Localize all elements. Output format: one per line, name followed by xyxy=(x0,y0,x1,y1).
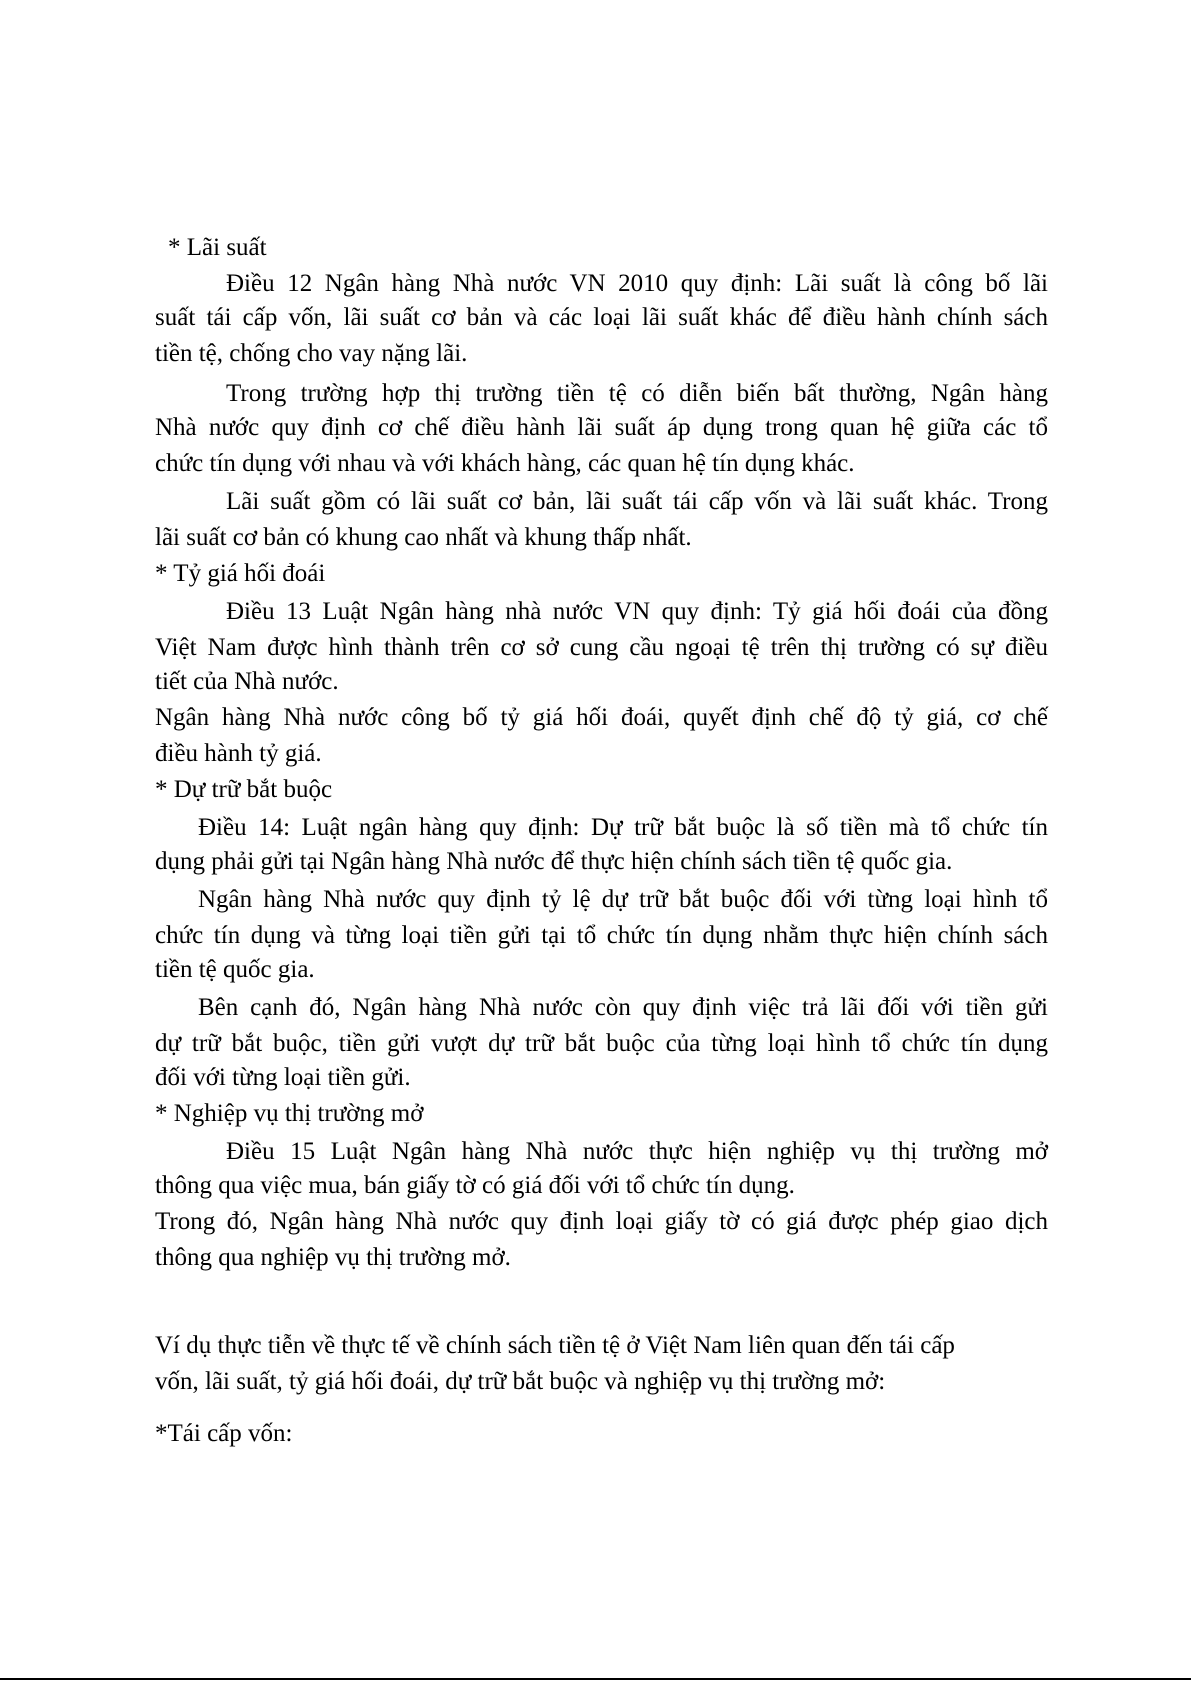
heading-nghiep-vu-thi-truong-mo: * Nghiệp vụ thị trường mở xyxy=(155,1100,424,1127)
paragraph-line: đối với từng loại tiền gửi. xyxy=(155,1064,411,1091)
paragraph-line: Trong đó, Ngân hàng Nhà nước quy định loại giấy tờ có giá được phép giao dịch xyxy=(155,1208,1048,1235)
paragraph-line: Trong trường hợp thị trường tiền tệ có diễn biến bất thường, Ngân hàng xyxy=(226,380,1048,407)
paragraph-line: chức tín dụng với nhau và với khách hàng, các quan hệ tín dụng khác. xyxy=(155,450,855,477)
paragraph-line: Ngân hàng Nhà nước công bố tỷ giá hối đoái, quyết định chế độ tỷ giá, cơ chế xyxy=(155,704,1048,731)
paragraph-line: Bên cạnh đó, Ngân hàng Nhà nước còn quy định việc trả lãi đối với tiền gửi xyxy=(198,994,1048,1021)
paragraph-line: lãi suất cơ bản có khung cao nhất và khung thấp nhất. xyxy=(155,524,692,551)
paragraph-line: thông qua nghiệp vụ thị trường mở. xyxy=(155,1244,511,1271)
paragraph-line: tiết của Nhà nước. xyxy=(155,668,339,695)
paragraph-line: Điều 12 Ngân hàng Nhà nước VN 2010 quy định: Lãi suất là công bố lãi xyxy=(226,270,1048,297)
paragraph-line: tiền tệ, chống cho vay nặng lãi. xyxy=(155,340,468,367)
paragraph-line: điều hành tỷ giá. xyxy=(155,740,322,767)
paragraph-line: chức tín dụng và từng loại tiền gửi tại tổ chức tín dụng nhằm thực hiện chính sách xyxy=(155,922,1048,949)
paragraph-line: dự trữ bắt buộc, tiền gửi vượt dự trữ bắt buộc của từng loại hình tổ chức tín dụng xyxy=(155,1030,1048,1057)
bottom-border-line xyxy=(0,1678,1191,1680)
heading-tai-cap-von: *Tái cấp vốn: xyxy=(155,1420,293,1447)
paragraph-line: dụng phải gửi tại Ngân hàng Nhà nước để thực hiện chính sách tiền tệ quốc gia. xyxy=(155,848,953,875)
paragraph-line: suất tái cấp vốn, lãi suất cơ bản và các loại lãi suất khác để điều hành chính sách xyxy=(155,304,1048,331)
paragraph-line: vốn, lãi suất, tỷ giá hối đoái, dự trữ bắt buộc và nghiệp vụ thị trường mở: xyxy=(155,1368,886,1395)
paragraph-line: Nhà nước quy định cơ chế điều hành lãi suất áp dụng trong quan hệ giữa các tổ xyxy=(155,414,1048,441)
paragraph-line: thông qua việc mua, bán giấy tờ có giá đối với tổ chức tín dụng. xyxy=(155,1172,795,1199)
paragraph-line: tiền tệ quốc gia. xyxy=(155,956,315,983)
paragraph-line: Điều 15 Luật Ngân hàng Nhà nước thực hiện nghiệp vụ thị trường mở xyxy=(226,1138,1048,1165)
heading-lai-suat: * Lãi suất xyxy=(168,234,267,261)
paragraph-line: Điều 14: Luật ngân hàng quy định: Dự trữ bắt buộc là số tiền mà tổ chức tín xyxy=(198,814,1048,841)
paragraph-line: Ngân hàng Nhà nước quy định tỷ lệ dự trữ bắt buộc đối với từng loại hình tổ xyxy=(198,886,1048,913)
paragraph-line: Ví dụ thực tiễn về thực tế về chính sách tiền tệ ở Việt Nam liên quan đến tái cấp xyxy=(155,1332,955,1359)
paragraph-line: Lãi suất gồm có lãi suất cơ bản, lãi suất tái cấp vốn và lãi suất khác. Trong xyxy=(226,488,1048,515)
heading-ty-gia-hoi-doai: * Tỷ giá hối đoái xyxy=(155,560,326,587)
paragraph-line: Việt Nam được hình thành trên cơ sở cung cầu ngoại tệ trên thị trường có sự điều xyxy=(155,634,1048,661)
paragraph-line: Điều 13 Luật Ngân hàng nhà nước VN quy định: Tỷ giá hối đoái của đồng xyxy=(226,598,1048,625)
heading-du-tru-bat-buoc: * Dự trữ bắt buộc xyxy=(155,776,333,803)
